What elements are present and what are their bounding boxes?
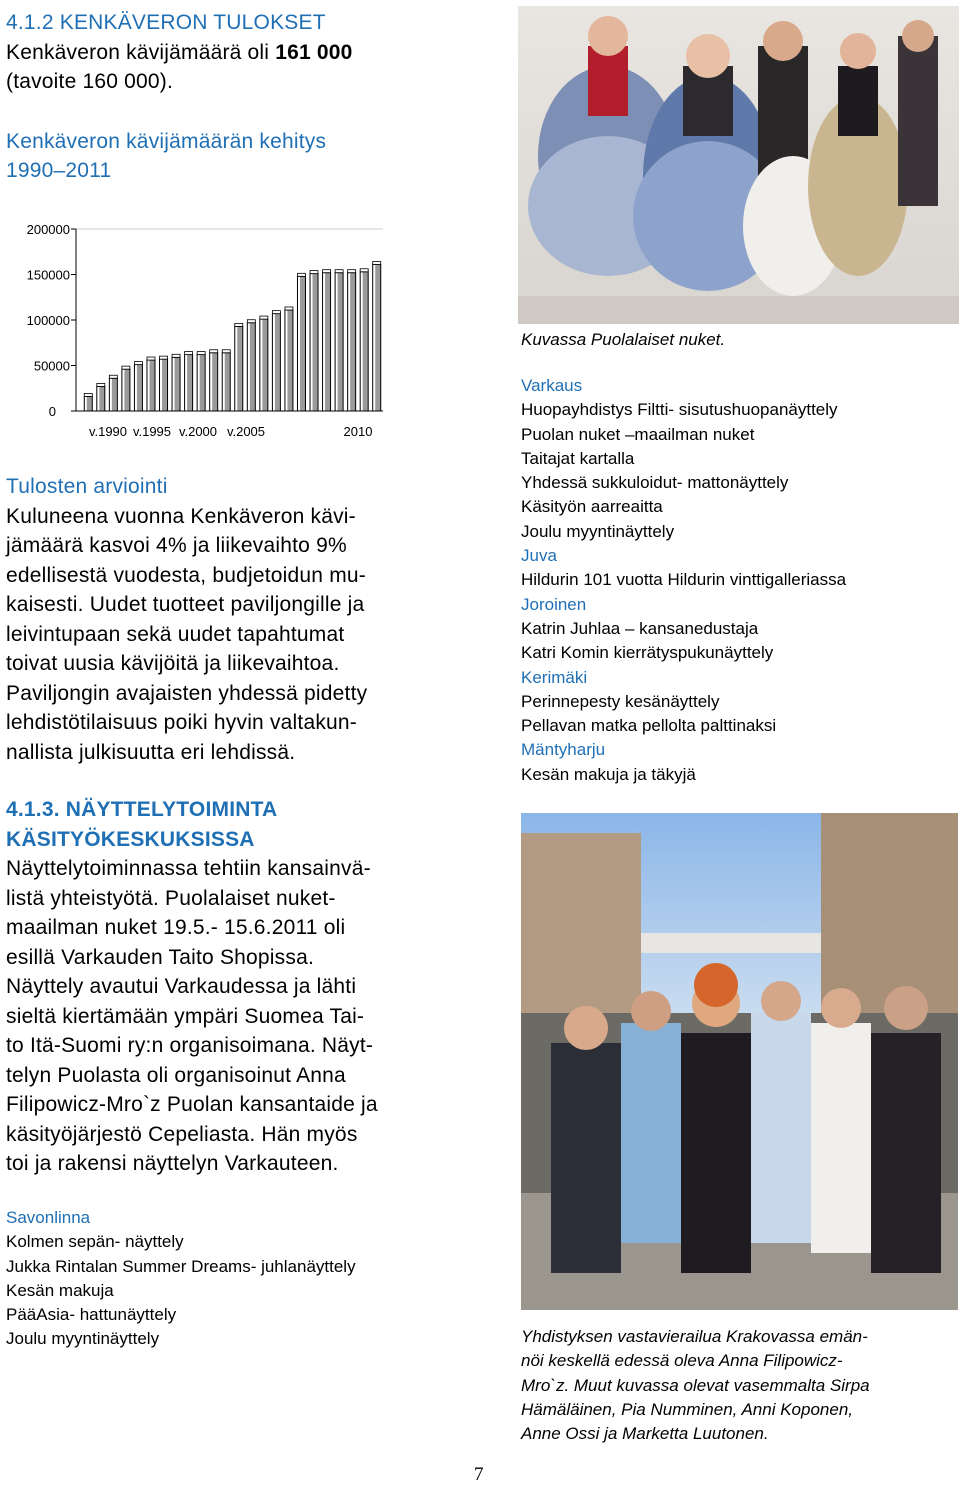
text-line: edellisestä vuodesta, budjetoidun mu- — [6, 563, 366, 587]
chart-bar-shade — [187, 355, 193, 411]
chart-bar-shade — [325, 273, 331, 411]
list-item: Jukka Rintalan Summer Dreams- juhlanäyttely — [6, 1256, 356, 1276]
chart-bar-shade — [124, 369, 130, 411]
text-line: jämäärä kasvoi 4% ja liikevaihto 9% — [6, 534, 347, 557]
results-heading: 4.1.2 KENKÄVERON TULOKSET — [6, 11, 326, 34]
chart-title: Kenkäveron kävijämäärän kehitys 1990–2011 — [6, 129, 327, 182]
event-place: Varkaus — [521, 376, 583, 395]
list-item: Joulu myyntinäyttely — [6, 1329, 160, 1349]
chart-bar-shade — [200, 355, 206, 411]
chart-x-tick-label: v.2000 — [178, 424, 218, 439]
event-place: Joroinen — [521, 594, 587, 614]
chart-bar-shade — [350, 273, 356, 411]
chart-bar-cap — [247, 320, 255, 323]
list-item: Kesän makuja — [6, 1280, 114, 1300]
text-line: kaisesti. Uudet tuotteet paviljongille ja — [6, 593, 365, 616]
chart-bar-cap — [260, 316, 268, 319]
chart-bar-shade — [237, 326, 243, 411]
text-line: telyn Puolasta oli organisoinut Anna — [6, 1063, 346, 1087]
chart-bar-cap — [222, 350, 230, 353]
event-item: Katri Komin kierrätyspukunäyttely — [521, 643, 774, 663]
event-place: Mäntyharju — [521, 740, 606, 760]
chart-y-tick-label: 150000 — [26, 267, 70, 283]
text-line: esillä Varkauden Taito Shopissa. — [6, 945, 314, 969]
chart-y-tick-label: 0 — [48, 404, 56, 419]
text-line: Kuluneena vuonna Kenkäveron kävi- — [6, 504, 356, 528]
event-item: Huopayhdistys Filtti- sisutushuopanäyttely — [521, 400, 838, 420]
page-number: 7 — [474, 1464, 484, 1485]
caption-line: Mro`z. Muut kuvassa olevat vasemmalta Sirpa — [521, 1375, 870, 1395]
event-item: Joulu myyntinäyttely — [521, 521, 675, 541]
chart-bar-cap — [109, 375, 117, 378]
chart-bar-cap — [373, 261, 381, 264]
event-item: Yhdessä sukkuloidut- mattonäyttely — [521, 473, 789, 493]
chart-bar-shade — [87, 396, 93, 411]
chart-x-tick-label: v.1995 — [132, 424, 172, 439]
event-item: Käsityön aarreaitta — [521, 497, 663, 517]
chart-bar-cap — [122, 366, 130, 369]
chart-bar-shade — [313, 274, 319, 411]
text-line: Filipowicz-Mro`z Puolan kansantaide ja — [6, 1093, 378, 1116]
dolls-caption: Kuvassa Puolalaiset nuket. — [521, 330, 726, 349]
text-line: Näyttely avautui Varkaudessa ja lähti — [6, 975, 357, 998]
event-item: Hildurin 101 vuotta Hildurin vinttigalleriassa — [521, 570, 847, 590]
caption-line: Hämäläinen, Pia Numminen, Anni Koponen, — [521, 1399, 854, 1419]
list-item: PääAsia- hattunäyttely — [6, 1305, 177, 1325]
chart-bar-shade — [338, 273, 344, 411]
event-place: Kerimäki — [521, 667, 588, 687]
chart-bar-cap — [84, 393, 92, 396]
text-line: leivintupaan sekä uudet tapahtumat — [6, 622, 345, 646]
text-line: käsityöjärjestö Cepeliasta. Hän myös — [6, 1122, 358, 1146]
chart-bar-cap — [335, 270, 343, 273]
chart-bar-shade — [225, 353, 231, 411]
exhibitions-heading-1: 4.1.3. NÄYTTELYTOIMINTA — [6, 798, 278, 821]
chart-bar-shade — [162, 359, 168, 411]
event-item: Katrin Juhlaa – kansanedustaja — [521, 618, 759, 638]
text-line: nallista julkisuutta eri lehdissä. — [6, 740, 296, 764]
chart-y-tick-label: 100000 — [26, 313, 70, 328]
caption-line: Yhdistyksen vastavierailua Krakovassa emän- — [521, 1327, 868, 1346]
chart-bar-cap — [285, 307, 293, 310]
chart-y-tick-label: 50000 — [33, 358, 70, 374]
text-line: lehdistötilaisuus poiki hyvin valtakun- — [6, 711, 357, 734]
chart-bar-cap — [235, 323, 243, 326]
dolls-photo — [518, 6, 959, 324]
chart-x-tick-label: v.1990 — [88, 424, 128, 439]
savonlinna-place: Savonlinna — [6, 1208, 91, 1227]
exhibitions-section — [6, 795, 451, 1179]
chart-bar-cap — [97, 383, 105, 386]
chart-bar-cap — [134, 362, 142, 365]
evaluation-heading: Tulosten arviointi — [6, 475, 168, 498]
chart-bar-shade — [112, 378, 118, 411]
event-item: Perinnepesty kesänäyttely — [521, 691, 720, 711]
visitor-count: 161 000 — [275, 40, 353, 64]
visitor-chart — [0, 214, 400, 444]
exhibitions-heading-2: KÄSITYÖKESKUKSISSA — [6, 827, 255, 851]
chart-bar-shade — [250, 323, 256, 411]
chart-bar-shade — [375, 264, 381, 411]
exhibitions-text — [6, 854, 451, 1179]
chart-x-tick-label: v.2005 — [226, 424, 266, 439]
text-line: Paviljongin avajaisten yhdessä pidetty — [6, 681, 368, 705]
events-list — [521, 374, 951, 787]
text-line: sieltä kiertämään ympäri Suomea Tai- — [6, 1004, 365, 1028]
target-line: (tavoite 160 000). — [6, 70, 174, 93]
evaluation-text — [6, 502, 451, 768]
chart-bar-shade — [212, 353, 218, 411]
event-item: Kesän makuja ja täkyjä — [521, 764, 696, 784]
caption-line: nöi keskellä edessä oleva Anna Filipowicz- — [521, 1351, 843, 1371]
savonlinna-list — [6, 1206, 486, 1352]
chart-bar-shade — [287, 310, 293, 411]
chart-bar-cap — [310, 271, 318, 274]
chart-bar-shade — [137, 365, 143, 411]
text-line: maailman nuket 19.5.- 15.6.2011 oli — [6, 916, 346, 939]
chart-bar-cap — [197, 352, 205, 355]
chart-bar-shade — [300, 276, 306, 411]
text-line: Näyttelytoiminnassa tehtiin kansainvä- — [6, 857, 371, 880]
chart-bar-cap — [172, 354, 180, 357]
chart-bar-shade — [99, 386, 105, 411]
text-line: toi ja rakensi näyttelyn Varkauteen. — [6, 1152, 339, 1175]
chart-bar-cap — [272, 311, 280, 314]
chart-bar-cap — [323, 270, 331, 273]
event-item: Pellavan matka pellolta palttinaksi — [521, 716, 777, 736]
chart-bar-shade — [275, 314, 281, 411]
chart-y-tick-label: 200000 — [26, 222, 70, 237]
text-line: toivat uusia kävijöitä ja liikevaihtoa. — [6, 652, 340, 675]
visitor-count-line: Kenkäveron kävijämäärä oli 161 000 — [6, 40, 353, 64]
list-item: Kolmen sepän- näyttely — [6, 1232, 184, 1252]
chart-bar-shade — [363, 272, 369, 411]
chart-bar-cap — [348, 270, 356, 273]
chart-x-tick-label: 2010 — [343, 424, 373, 439]
results-section — [6, 8, 436, 186]
event-item: Puolan nuket –maailman nuket — [521, 424, 755, 444]
group-photo-caption — [521, 1325, 951, 1446]
event-item: Taitajat kartalla — [521, 448, 635, 468]
chart-bar-cap — [297, 273, 305, 276]
chart-bar-shade — [175, 357, 181, 411]
caption-line: Anne Ossi ja Marketta Luutonen. — [521, 1424, 769, 1444]
chart-bar-cap — [185, 352, 193, 355]
chart-bar-shade — [149, 360, 155, 411]
text-line: listä yhteistyötä. Puolalaiset nuket- — [6, 886, 336, 910]
chart-bar-cap — [147, 357, 155, 360]
text-line: to Itä-Suomi ry:n organisoimana. Näyt- — [6, 1034, 374, 1057]
event-place: Juva — [521, 546, 557, 566]
chart-bar-cap — [360, 269, 368, 272]
chart-bar-cap — [160, 356, 168, 359]
krakow-group-photo — [521, 813, 958, 1310]
chart-bar-cap — [210, 350, 218, 353]
chart-bar-shade — [262, 319, 268, 411]
evaluation-section — [6, 472, 451, 767]
